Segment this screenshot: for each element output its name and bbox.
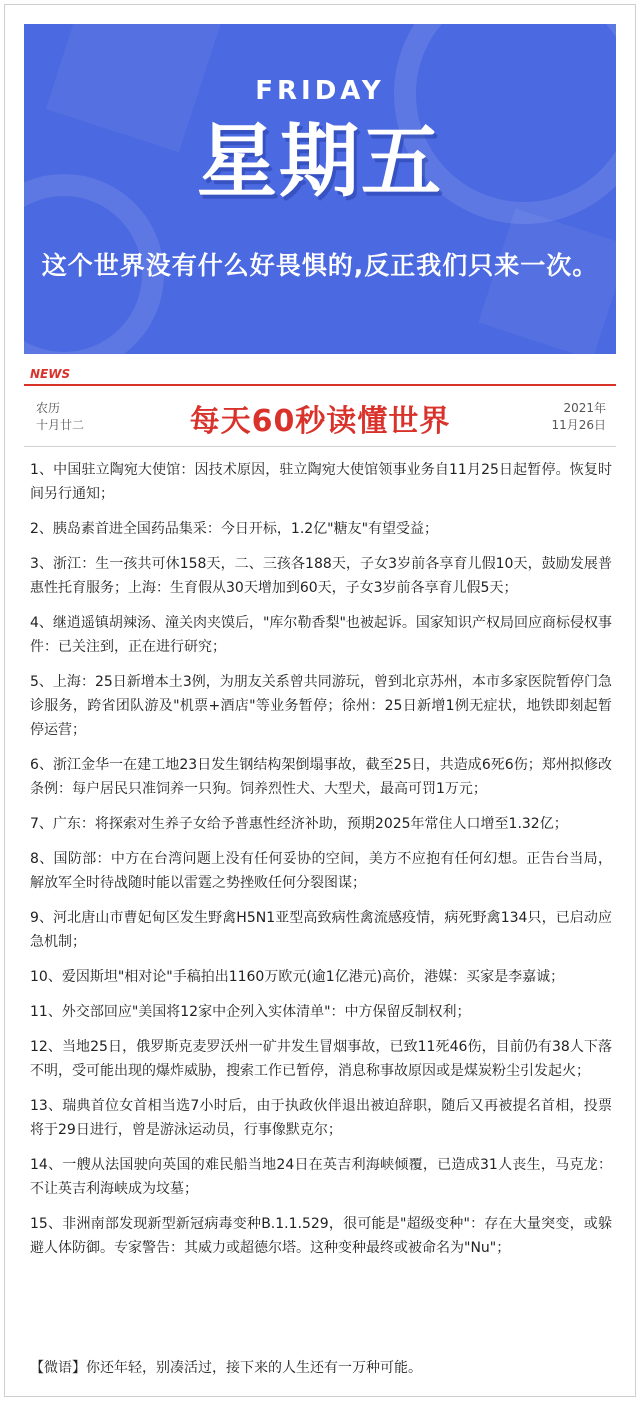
banner-motto: 这个世界没有什么好畏惧的,反正我们只来一次。 — [41, 251, 599, 280]
weekday-chinese: 星期五 — [197, 115, 443, 208]
weekday-english: FRIDAY — [255, 76, 385, 106]
date-year: 2021年 — [563, 401, 606, 415]
lunar-label: 农历 — [36, 401, 61, 415]
masthead-title: 每天60秒读懂世界 — [189, 404, 451, 439]
news-item: 4、继逍遥镇胡辣汤、潼关肉夹馍后，"库尔勒香梨"也被起诉。国家知识产权局回应商标侵权事件：已关注到，正在进行研究； — [30, 615, 612, 655]
news-item: 12、当地25日，俄罗斯克麦罗沃州一矿井发生冒烟事故，已致11死46伤，目前仍有38人下落不明，受可能出现的爆炸威胁，搜索工作已暂停，消息称事故原因或是煤炭粉尘引发起火； — [30, 1039, 612, 1079]
news-item: 10、爱因斯坦"相对论"手稿拍出1160万欧元(逾1亿港元)高价，港媒：买家是李嘉诚； — [30, 969, 565, 985]
news-item: 1、中国驻立陶宛大使馆：因技术原因，驻立陶宛大使馆领事业务自11月25日起暂停。恢复时间另行通知； — [30, 462, 612, 502]
news-item: 13、瑞典首位女首相当选7小时后，由于执政伙伴退出被迫辞职，随后又再被提名首相，投票将于29日进行，曾是游泳运动员，行事像默克尔； — [30, 1098, 612, 1138]
news-item: 3、浙江：生一孩共可休158天，二、三孩各188天，子女3岁前各享育儿假10天，鼓励发展普惠性托育服务；上海：生育假从30天增加到60天，子女3岁前各享育儿假5天； — [30, 556, 612, 596]
news-item: 7、广东：将探索对生养子女给予普惠性经济补助，预期2025年常住人口增至1.32亿； — [30, 816, 568, 832]
news-list — [30, 458, 612, 1271]
lunar-date: 十月廿二 — [36, 418, 85, 432]
date-month-day: 11月26日 — [551, 418, 606, 432]
news-item: 8、国防部：中方在台湾问题上没有任何妥协的空间，美方不应抱有任何幻想。正告台当局，解放军全时待战随时能以雷霆之势挫败任何分裂图谋； — [30, 851, 612, 891]
news-item: 2、胰岛素首进全国药品集采：今日开标，1.2亿"糖友"有望受益； — [30, 521, 439, 537]
news-item: 14、一艘从法国驶向英国的难民船当地24日在英吉利海峡倾覆，已造成31人丧生，马克龙：不让英吉利海峡成为坟墓； — [30, 1157, 612, 1197]
header-banner — [24, 24, 616, 354]
divider-grey — [24, 446, 616, 447]
news-tag: NEWS — [30, 367, 71, 381]
news-item: 15、非洲南部发现新型新冠病毒变种B.1.1.529，很可能是"超级变种"：存在大量突变，或躲避人体防御。专家警告：其威力或超德尔塔。这种变种最终或被命名为"Nu"； — [30, 1216, 612, 1256]
news-item: 9、河北唐山市曹妃甸区发生野禽H5N1亚型高致病性禽流感疫情，病死野禽134只，已启动应急机制； — [30, 910, 612, 950]
news-item: 6、浙江金华一在建工地23日发生钢结构架倒塌事故，截至25日，共造成6死6伤；郑州拟修改条例：每户居民只准饲养一只狗。饲养烈性犬、大型犬，最高可罚1万元； — [30, 757, 612, 797]
news-item: 11、外交部回应"美国将12家中企列入实体清单"：中方保留反制权利； — [30, 1004, 471, 1020]
news-item: 5、上海：25日新增本土3例，为朋友关系曾共同游玩，曾到北京苏州，本市多家医院暂停门急诊服务，跨省团队游及"机票+酒店"等业务暂停；徐州：25日新增1例无症状，地铁即刻起暂停运营； — [30, 674, 612, 738]
gregorian-date-block — [551, 400, 606, 434]
closing-quote: 【微语】你还年轻，别凑活过，接下来的人生还有一万种可能。 — [30, 1360, 422, 1376]
divider-red — [24, 384, 616, 386]
